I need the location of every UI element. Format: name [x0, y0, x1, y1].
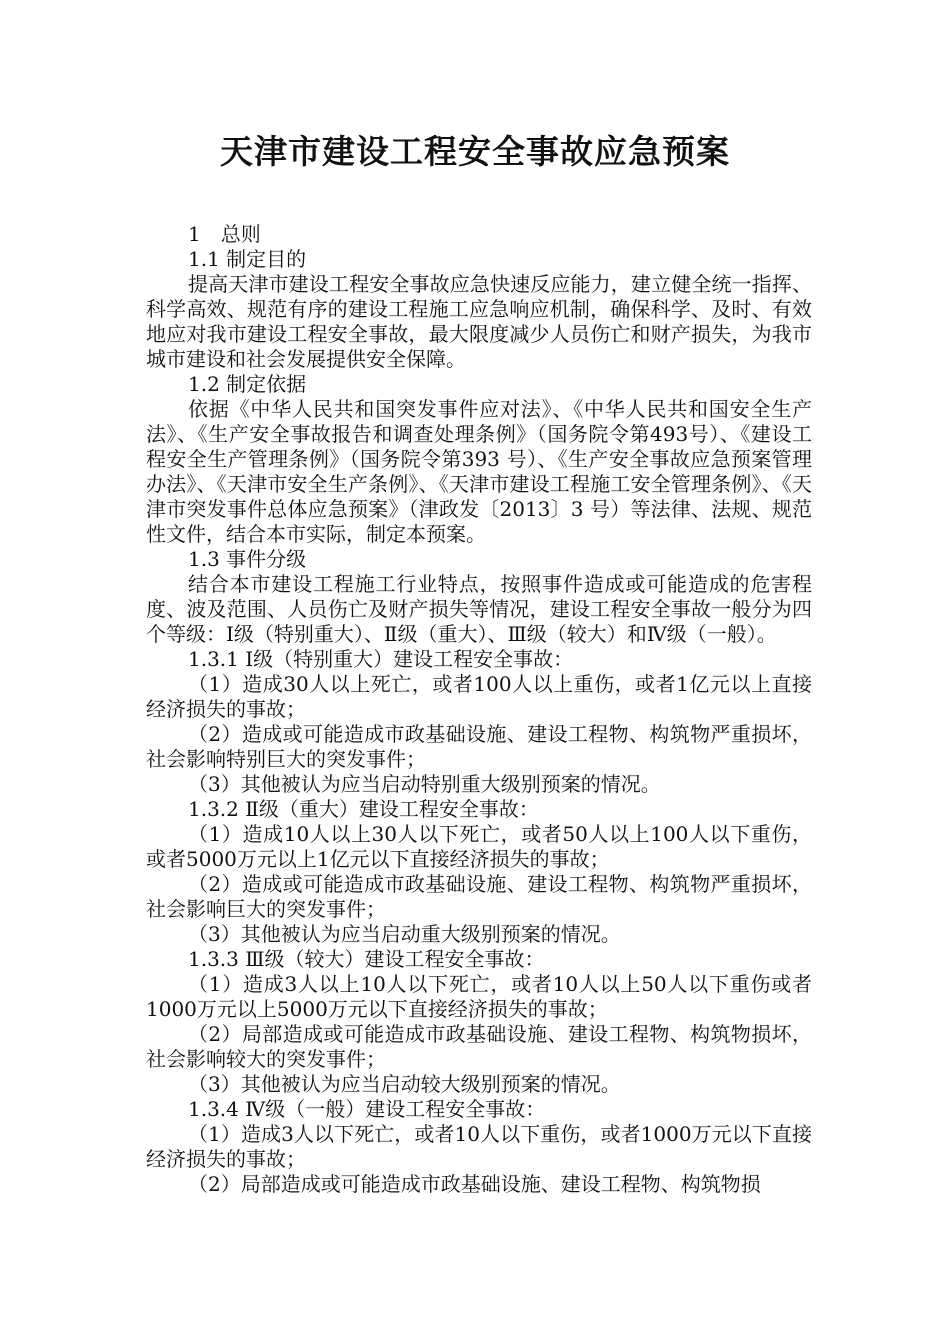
list-item: （1）造成10人以上30人以下死亡，或者50人以上100人以下重伤，或者5000万元以上1亿元以下直接经济损失的事故； — [146, 822, 812, 871]
paragraph-purpose: 提高天津市建设工程安全事故应急快速反应能力，建立健全统一指挥、科学高效、规范有序的建设工程施工应急响应机制，确保科学、及时、有效地应对我市建设工程安全事故，最大限度减少人员伤亡和财产损失，为我市城市建设和社会发展提供安全保障。 — [146, 272, 812, 371]
list-item: （2）造成或可能造成市政基础设施、建设工程物、构筑物严重损坏，社会影响特别巨大的突发事件； — [146, 722, 812, 771]
list-item: （3）其他被认为应当启动特别重大级别预案的情况。 — [188, 772, 661, 796]
paragraph-basis: 依据《中华人民共和国突发事件应对法》、《中华人民共和国安全生产法》、《生产安全事故报告和调查处理条例》（国务院令第493号）、《建设工程安全生产管理条例》（国务院令第393 号）、《生产安全事故应急预案管理办法》、《天津市安全生产条例》、《天津市建设工程施工安全管理条例》、《天津市突发事件总体应急预案》（津政发〔2013〕3 号）等法律、法规、规范性文件，结合本市实际，制定本预案。 — [146, 397, 812, 546]
list-item: （1）造成3人以下死亡，或者10人以下重伤，或者1000万元以下直接经济损失的事故； — [146, 1122, 812, 1171]
document-body — [146, 222, 812, 1197]
list-item: （3）其他被认为应当启动重大级别预案的情况。 — [188, 922, 621, 946]
list-item: （2）局部造成或可能造成市政基础设施、建设工程物、构筑物损坏，社会影响较大的突发事件； — [146, 1022, 812, 1071]
section-heading-1-3-4: 1.3.4 Ⅳ级（一般）建设工程安全事故： — [188, 1097, 546, 1121]
section-heading-1-3-2: 1.3.2 Ⅱ级（重大）建设工程安全事故： — [188, 797, 539, 821]
list-item: （1）造成30人以上死亡，或者100人以上重伤，或者1亿元以上直接经济损失的事故； — [146, 672, 812, 721]
section-heading-1-3-3: 1.3.3 Ⅲ级（较大）建设工程安全事故： — [188, 947, 545, 971]
section-heading-1: 1 总则 — [188, 222, 261, 246]
list-item: （2）局部造成或可能造成市政基础设施、建设工程物、构筑物损 — [188, 1172, 761, 1196]
list-item: （3）其他被认为应当启动较大级别预案的情况。 — [188, 1072, 621, 1096]
section-heading-1-3-1: 1.3.1 Ⅰ级（特别重大）建设工程安全事故： — [188, 647, 574, 671]
paragraph-classification: 结合本市建设工程施工行业特点，按照事件造成或可能造成的危害程度、波及范围、人员伤亡及财产损失等情况，建设工程安全事故一般分为四个等级：Ⅰ级（特别重大）、Ⅱ级（重大）、Ⅲ级（较大）和Ⅳ级（一般）。 — [146, 572, 812, 646]
section-heading-1-3: 1.3 事件分级 — [188, 547, 307, 571]
document-title: 天津市建设工程安全事故应急预案 — [220, 132, 730, 171]
section-heading-1-2: 1.2 制定依据 — [188, 372, 307, 396]
section-heading-1-1: 1.1 制定目的 — [188, 247, 307, 271]
list-item: （2）造成或可能造成市政基础设施、建设工程物、构筑物严重损坏，社会影响巨大的突发事件； — [146, 872, 812, 921]
list-item: （1）造成3人以上10人以下死亡，或者10人以上50人以下重伤或者1000万元以上5000万元以下直接经济损失的事故； — [146, 972, 812, 1021]
